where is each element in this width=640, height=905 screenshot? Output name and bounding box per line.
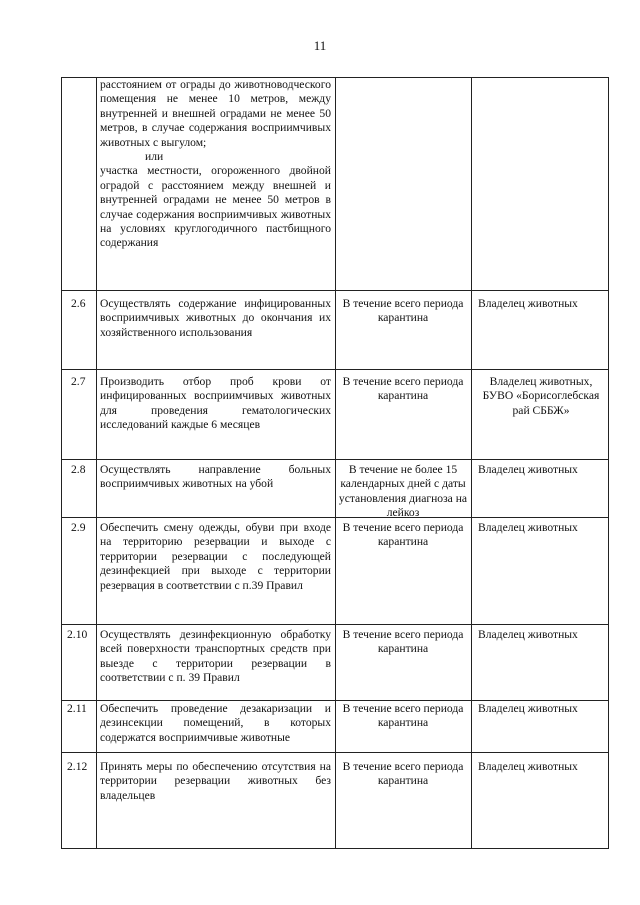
row-number: 2.10 bbox=[67, 628, 88, 641]
row-action: Производить отбор проб крови от инфицированных восприимчивых животных для проведения гематологических исследований каждые 6 месяцев bbox=[100, 375, 331, 432]
row-term: В течение всего периода карантина bbox=[342, 297, 464, 325]
row-number: 2.7 bbox=[71, 375, 86, 388]
row-owner: Владелец животных bbox=[478, 297, 578, 310]
column-divider bbox=[335, 78, 336, 848]
row-divider bbox=[62, 517, 608, 518]
row-action: Осуществлять направление больных восприимчивых животных на убой bbox=[100, 463, 331, 491]
row-divider bbox=[62, 369, 608, 370]
row-number: 2.11 bbox=[67, 702, 87, 715]
row-divider bbox=[62, 459, 608, 460]
row-action: Обеспечить смену одежды, обуви при входе на территорию резервации и выходе с территории резервации с последующей дезинфекцией при выходе с территории резервация в соответствии с п.39 Правил bbox=[100, 521, 331, 592]
row-divider bbox=[62, 290, 608, 291]
row-owner: Владелец животных bbox=[478, 628, 578, 641]
row-term: В течение всего периода карантина bbox=[342, 628, 464, 656]
row-action: Обеспечить проведение дезакаризации и дезинсекции помещений, в которых содержатся восприимчивые животные bbox=[100, 702, 331, 744]
row-number: 2.12 bbox=[67, 760, 88, 773]
row-divider bbox=[62, 700, 608, 701]
row-action: Принять меры по обеспечению отсутствия на территории резервации животных без владельцев bbox=[100, 760, 331, 802]
column-divider bbox=[471, 78, 472, 848]
measures-table bbox=[61, 77, 609, 849]
row-number: 2.6 bbox=[71, 297, 86, 310]
row-term: В течение не более 15 календарных дней с даты установления диагноза на лейкоз bbox=[338, 463, 468, 520]
row-action: Осуществлять дезинфекционную обработку всей поверхности транспортных средств при выезде с территории резервации в соответствии с п. 39 Правил bbox=[100, 628, 331, 685]
row-term: В течение всего периода карантина bbox=[342, 375, 464, 403]
row-divider bbox=[62, 752, 608, 753]
continuation-text: расстоянием от ограды до животноводческого помещения не менее 10 метров, между внутренней и внешней оградами не менее 50 метров, в случае содержания восприимчивых животных с выгулом; bbox=[100, 78, 331, 149]
row-term: В течение всего периода карантина bbox=[342, 760, 464, 788]
row-owner: Владелец животных bbox=[478, 760, 578, 773]
continuation-action bbox=[100, 78, 331, 251]
page-number: 11 bbox=[313, 38, 327, 53]
row-action: Осуществлять содержание инфицированных восприимчивых животных до окончания их хозяйственного использования bbox=[100, 297, 331, 339]
row-divider bbox=[62, 624, 608, 625]
row-number: 2.9 bbox=[71, 521, 86, 534]
continuation-text: участка местности, огороженного двойной оградой с расстоянием между внешней и внутренней оградами не менее 50 метров в случае содержания восприимчивых животных на условиях круглогодичного пастбищного содержания bbox=[100, 164, 331, 250]
row-owner: Владелец животных, БУВО «Борисоглебская рай СББЖ» bbox=[482, 375, 600, 417]
row-owner: Владелец животных bbox=[478, 702, 578, 715]
or-text: или bbox=[145, 150, 164, 164]
row-number: 2.8 bbox=[71, 463, 86, 476]
row-owner: Владелец животных bbox=[478, 463, 578, 476]
row-term: В течение всего периода карантина bbox=[342, 521, 464, 549]
row-term: В течение всего периода карантина bbox=[342, 702, 464, 730]
row-owner: Владелец животных bbox=[478, 521, 578, 534]
